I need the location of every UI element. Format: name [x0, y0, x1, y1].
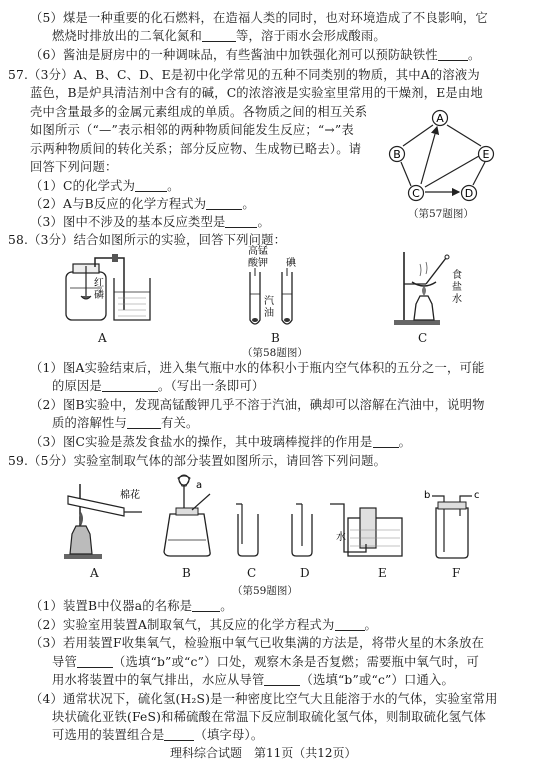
q59-label-a: A	[90, 566, 99, 580]
q57-line-1: 57.（3分）A、B、C、D、E是初中化学常见的五种不同类别的物质，其中A的溶液为	[8, 68, 480, 82]
answer-blank[interactable]	[225, 215, 257, 228]
text: （填字母）。	[194, 728, 264, 742]
salt-water-label-1: 食	[452, 270, 462, 281]
q59-apparatus-figure	[60, 474, 500, 564]
q58-sub-2: （2）图B实验中，发现高锰酸钾几乎不溶于汽油，碘却可以溶解在汽油中，说明物	[30, 398, 485, 412]
gasoline-label-1: 汽	[264, 296, 274, 307]
text: 。	[257, 215, 270, 229]
answer-blank[interactable]	[206, 197, 242, 210]
q57-line-3: 壳中含量最多的金属元素组成的单质。各物质之间的相互关系	[30, 105, 368, 119]
q59-sub-3-cont2	[52, 672, 454, 688]
q57-sub-2	[30, 196, 255, 212]
q59-sub-2	[30, 617, 377, 633]
q59-label-c: C	[247, 566, 257, 580]
edge-a-e	[447, 125, 481, 146]
q58-sub-1-cont	[52, 378, 264, 394]
node-d-label: D	[464, 187, 474, 200]
q57-line-4: 如图所示（“—”表示相邻的两种物质间能发生反应；“→”表	[30, 123, 354, 137]
node-b-label: B	[393, 148, 401, 161]
edge-c-e	[425, 156, 479, 187]
text: 。	[220, 599, 233, 613]
cotton-label: 棉花	[120, 490, 140, 501]
answer-blank[interactable]	[438, 48, 468, 61]
q59-sub-3-cont	[52, 654, 479, 670]
node-a-label: A	[436, 112, 444, 125]
answer-blank[interactable]	[102, 379, 158, 392]
q57-sub-3	[30, 214, 270, 230]
q57-relation-diagram	[385, 108, 510, 203]
apparatus-c	[236, 504, 258, 556]
apparatus-f	[424, 490, 480, 558]
answer-blank[interactable]	[192, 599, 220, 612]
text: （6）酱油是厨房中的一种调味品，有些酱油中加铁强化剂可以预防缺铁性	[30, 48, 438, 62]
salt-water-label-3: 水	[452, 294, 462, 305]
answer-blank[interactable]	[135, 179, 167, 192]
apparatus-b	[164, 475, 210, 556]
q57-line-6: 回答下列问题：	[30, 160, 118, 174]
text: 。	[398, 435, 412, 449]
q58-figure-b	[238, 244, 318, 330]
kmno4-label-1: 高锰	[248, 246, 268, 257]
text: 有关。	[160, 416, 199, 430]
q59-label-f: F	[452, 566, 461, 580]
q57-sub-1	[30, 178, 180, 194]
edge-a-b	[403, 125, 433, 146]
text: （2）A与B反应的化学方程式为	[30, 197, 207, 211]
q56-line-5: （5）煤是一种重要的化石燃料，在造福人类的同时，也对环境造成了不良影响，它	[30, 11, 488, 25]
text: （1）装置B中仪器a的名称是	[30, 599, 193, 613]
q59-sub-3: （3）若用装置F收集氧气，检验瓶中氧气已收集满的方法是，将带火星的木条放在	[30, 636, 485, 650]
answer-blank[interactable]	[164, 728, 194, 741]
q58-sub-2-cont	[52, 415, 198, 431]
text: 。	[467, 48, 481, 62]
q56-line-5-cont	[52, 28, 386, 44]
q58-label-a: A	[98, 331, 107, 345]
answer-blank[interactable]	[335, 618, 365, 631]
text: 的原因是	[52, 379, 102, 393]
q58-figure-c	[390, 244, 480, 330]
q59-sub-1	[30, 598, 233, 614]
apparatus-a	[64, 484, 142, 559]
iodine-label: 碘	[286, 258, 296, 269]
text: 。（写出一条即可）	[158, 379, 265, 393]
q57-line-5: 示两种物质间的转化关系；部分反应物、生成物已略去）。请	[30, 142, 362, 156]
q59-label-d: D	[300, 566, 310, 580]
q58-sub-1: （1）图A实验结束后，进入集气瓶中水的体积小于瓶内空气体积的五分之一，可能	[30, 361, 485, 375]
answer-blank[interactable]	[77, 655, 113, 668]
text: 可选用的装置组合是	[52, 728, 165, 742]
apparatus-d	[292, 504, 312, 556]
node-e-label: E	[482, 148, 490, 161]
text: （3）图中不涉及的基本反应类型是	[30, 215, 226, 229]
q59-line-1: 59.（5分）实验室制取气体的部分装置如图所示，请回答下列问题。	[8, 454, 387, 468]
q59-label-e: E	[378, 566, 387, 580]
q59-label-b: B	[182, 566, 191, 580]
gasoline-label-2: 油	[264, 308, 274, 319]
q59-sub-4-cont2	[52, 727, 263, 743]
node-c-label: C	[412, 187, 420, 200]
answer-blank[interactable]	[202, 29, 236, 42]
text: 质的溶解性与	[52, 416, 127, 430]
port-c-label: c	[474, 490, 480, 501]
text: （1）C的化学式为	[30, 179, 136, 193]
text: （选填“b”或“c”）口处，观察木条是否复燃；需要瓶中氧气时，可	[113, 655, 480, 669]
answer-blank[interactable]	[264, 673, 300, 686]
red-phosphorus-label-1: 红	[94, 278, 104, 289]
water-label: 水	[336, 532, 346, 543]
salt-water-label-2: 盐	[452, 282, 462, 293]
text: 导管	[52, 655, 77, 669]
q58-label-b: B	[271, 331, 280, 345]
q59-sub-4-cont: 块状硫化亚铁(FeS)和稀硫酸在常温下反应制取硫化氢气体，则制取硫化氢气体	[52, 710, 487, 724]
text: （选填“b”或“c”）口通入。	[300, 673, 455, 687]
red-phosphorus-label-2: 磷	[94, 290, 104, 301]
q58-sub-3	[30, 434, 411, 450]
kmno4-label-2: 酸钾	[248, 258, 268, 269]
answer-blank[interactable]	[127, 416, 161, 429]
q57-figure-caption: （第57题图）	[408, 208, 474, 220]
text: （2）实验室用装置A制取氧气，其反应的化学方程式为	[30, 618, 335, 632]
page-footer: 理科综合试题 第11页（共12页）	[170, 746, 357, 760]
edge-e-d	[473, 162, 485, 185]
text: 。	[364, 618, 378, 632]
q58-figure-caption: （第58题图）	[242, 347, 308, 359]
q58-label-c: C	[418, 331, 428, 345]
answer-blank[interactable]	[373, 435, 399, 448]
q58-figure-a	[62, 252, 172, 330]
q57-line-2: 蓝色，B是炉具清洁剂中含有的碱，C的浓溶液是实验室里常用的干燥剂，E是由地	[30, 86, 483, 100]
q56-line-6	[30, 47, 480, 63]
port-b-label: b	[424, 490, 431, 501]
instrument-a-label: a	[196, 480, 203, 491]
text: 燃烧时排放出的二氧化氮和	[52, 29, 202, 43]
text: 等，溶于雨水会形成酸雨。	[235, 29, 386, 43]
q59-figure-caption: （第59题图）	[232, 585, 298, 597]
edge-c-a	[421, 127, 437, 184]
text: 。	[167, 179, 180, 193]
q58-line-1: 58.（3分）结合如图所示的实验，回答下列问题：	[8, 233, 287, 247]
apparatus-e	[330, 504, 402, 556]
text: （3）图C实验是蒸发食盐水的操作，其中玻璃棒搅拌的作用是	[30, 435, 373, 449]
text: 。	[242, 197, 255, 211]
text: 用水将装置中的氧气排出，水应从导管	[52, 673, 265, 687]
q59-sub-4: （4）通常状况下，硫化氢(H₂S)是一种密度比空气大且能溶于水的气体，实验室常用	[30, 692, 498, 706]
edge-b-c	[401, 162, 411, 186]
